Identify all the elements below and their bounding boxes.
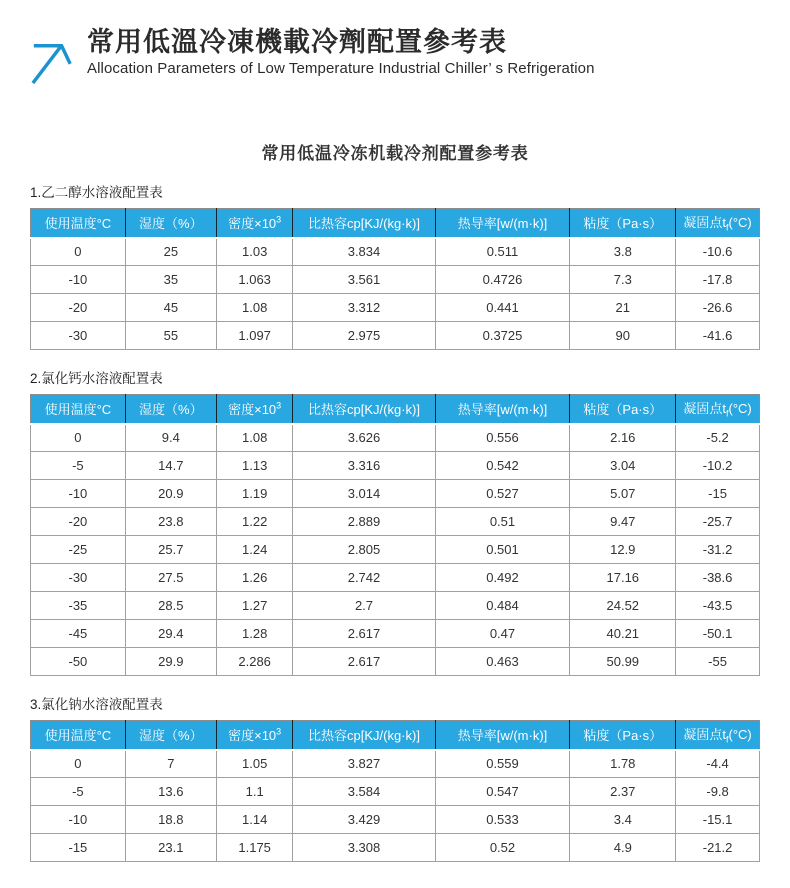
table-row: [31, 564, 760, 592]
table-cell: 14.7: [125, 452, 216, 480]
table-cell: 1.097: [216, 322, 293, 350]
table-cell: -30: [31, 564, 126, 592]
table-cell: 1.063: [216, 266, 293, 294]
table-cell: 2.617: [293, 620, 435, 648]
table-cell: 1.22: [216, 508, 293, 536]
table-cell: 29.9: [125, 648, 216, 676]
table-cell: 3.827: [293, 750, 435, 778]
table-cell: 24.52: [570, 592, 676, 620]
table-row: [31, 778, 760, 806]
table-cell: 0.501: [435, 536, 570, 564]
table-cell: 25.7: [125, 536, 216, 564]
table-cell: 3.04: [570, 452, 676, 480]
table-cell: -10: [31, 480, 126, 508]
table-cell: -5.2: [676, 424, 760, 452]
table-cell: 1.05: [216, 750, 293, 778]
table-cell: 1.28: [216, 620, 293, 648]
table-cell: -31.2: [676, 536, 760, 564]
table-cell: 17.16: [570, 564, 676, 592]
table-cell: -5: [31, 778, 126, 806]
table-cell: 0: [31, 238, 126, 266]
table-cell: 1.14: [216, 806, 293, 834]
column-header: 湿度（%）: [125, 395, 216, 424]
column-header: 使用温度°C: [31, 721, 126, 750]
table-cell: 1.78: [570, 750, 676, 778]
table-cell: 2.617: [293, 648, 435, 676]
table-cell: 90: [570, 322, 676, 350]
column-header: 使用温度°C: [31, 209, 126, 238]
tables-container: [30, 181, 760, 862]
column-header: 粘度（Pa·s）: [570, 721, 676, 750]
table-cell: 3.4: [570, 806, 676, 834]
table-cell: -55: [676, 648, 760, 676]
table-cell: 7.3: [570, 266, 676, 294]
column-header: 热导率[w/(m·k)]: [435, 721, 570, 750]
column-header: 热导率[w/(m·k)]: [435, 209, 570, 238]
table-cell: 3.834: [293, 238, 435, 266]
table-row: [31, 750, 760, 778]
column-header: 比热容cp[KJ/(kg·k)]: [293, 209, 435, 238]
table-cell: -15: [31, 834, 126, 862]
table-cell: 5.07: [570, 480, 676, 508]
table-cell: 23.8: [125, 508, 216, 536]
table-cell: -5: [31, 452, 126, 480]
table-cell: 29.4: [125, 620, 216, 648]
table-cell: 28.5: [125, 592, 216, 620]
table-cell: -45: [31, 620, 126, 648]
data-table: [30, 208, 760, 350]
table-section: [30, 693, 760, 862]
table-cell: -21.2: [676, 834, 760, 862]
document-title: 常用低温冷冻机载冷剂配置参考表: [261, 144, 529, 163]
table-cell: 0.542: [435, 452, 570, 480]
table-row: [31, 452, 760, 480]
table-row: [31, 266, 760, 294]
table-row: [31, 592, 760, 620]
table-row: [31, 294, 760, 322]
column-header: 凝固点$t_f(^\circ C)$: [676, 209, 760, 238]
table-cell: 3.626: [293, 424, 435, 452]
header-row: [31, 209, 760, 238]
brand-text: [87, 26, 595, 77]
table-cell: 1.08: [216, 294, 293, 322]
column-header: 密度$\times 10^3$: [216, 209, 293, 238]
table-cell: 0: [31, 750, 126, 778]
table-cell: 40.21: [570, 620, 676, 648]
table-cell: 2.805: [293, 536, 435, 564]
table-cell: 1.03: [216, 238, 293, 266]
table-cell: 23.1: [125, 834, 216, 862]
table-row: [31, 536, 760, 564]
column-header: 凝固点$t_f(^\circ C)$: [676, 721, 760, 750]
table-cell: 0.533: [435, 806, 570, 834]
table-cell: 0.4726: [435, 266, 570, 294]
column-header: 比热容cp[KJ/(kg·k)]: [293, 721, 435, 750]
table-cell: -4.4: [676, 750, 760, 778]
table-cell: -15: [676, 480, 760, 508]
table-cell: 1.19: [216, 480, 293, 508]
table-row: [31, 480, 760, 508]
table-cell: 3.429: [293, 806, 435, 834]
table-row: [31, 508, 760, 536]
column-header: 比热容cp[KJ/(kg·k)]: [293, 395, 435, 424]
table-caption: 2.氯化钙水溶液配置表: [30, 371, 163, 386]
table-cell: 3.014: [293, 480, 435, 508]
table-cell: -50.1: [676, 620, 760, 648]
table-cell: 45: [125, 294, 216, 322]
column-header: 湿度（%）: [125, 721, 216, 750]
table-cell: 3.308: [293, 834, 435, 862]
table-cell: 0.51: [435, 508, 570, 536]
table-cell: -41.6: [676, 322, 760, 350]
table-cell: -10.6: [676, 238, 760, 266]
table-cell: -10.2: [676, 452, 760, 480]
table-cell: 3.316: [293, 452, 435, 480]
table-cell: -10: [31, 266, 126, 294]
table-cell: 9.47: [570, 508, 676, 536]
table-cell: 0.492: [435, 564, 570, 592]
table-cell: 21: [570, 294, 676, 322]
table-cell: 0.52: [435, 834, 570, 862]
table-cell: 1.1: [216, 778, 293, 806]
table-cell: 2.286: [216, 648, 293, 676]
table-cell: 0.511: [435, 238, 570, 266]
table-cell: 2.889: [293, 508, 435, 536]
table-cell: 0.441: [435, 294, 570, 322]
header-row: [31, 721, 760, 750]
table-cell: -17.8: [676, 266, 760, 294]
table-cell: 35: [125, 266, 216, 294]
table-row: [31, 648, 760, 676]
column-header: 湿度（%）: [125, 209, 216, 238]
table-caption: 3.氯化钠水溶液配置表: [30, 697, 163, 712]
table-cell: 1.08: [216, 424, 293, 452]
brand-subtitle: Allocation Parameters of Low Temperature Industrial Chiller’ s Refrigeration: [87, 60, 595, 78]
table-section: [30, 181, 760, 350]
table-cell: 0: [31, 424, 126, 452]
table-cell: 1.26: [216, 564, 293, 592]
table-row: [31, 834, 760, 862]
table-cell: 12.9: [570, 536, 676, 564]
table-cell: 2.7: [293, 592, 435, 620]
table-cell: -9.8: [676, 778, 760, 806]
column-header: 热导率[w/(m·k)]: [435, 395, 570, 424]
table-row: [31, 322, 760, 350]
table-cell: -20: [31, 294, 126, 322]
table-cell: -15.1: [676, 806, 760, 834]
table-cell: 1.24: [216, 536, 293, 564]
table-cell: -25: [31, 536, 126, 564]
table-cell: -20: [31, 508, 126, 536]
table-cell: 20.9: [125, 480, 216, 508]
table-row: [31, 424, 760, 452]
table-cell: 3.561: [293, 266, 435, 294]
table-cell: 18.8: [125, 806, 216, 834]
table-cell: 25: [125, 238, 216, 266]
table-section: [30, 367, 760, 676]
table-cell: 4.9: [570, 834, 676, 862]
table-cell: 13.6: [125, 778, 216, 806]
table-cell: 3.8: [570, 238, 676, 266]
table-row: [31, 806, 760, 834]
table-cell: 0.3725: [435, 322, 570, 350]
column-header: 密度$\times 10^3$: [216, 721, 293, 750]
table-cell: 0.463: [435, 648, 570, 676]
table-cell: 27.5: [125, 564, 216, 592]
table-cell: 7: [125, 750, 216, 778]
column-header: 使用温度°C: [31, 395, 126, 424]
column-header: 粘度（Pa·s）: [570, 395, 676, 424]
header-row: [31, 395, 760, 424]
table-cell: -38.6: [676, 564, 760, 592]
table-cell: 55: [125, 322, 216, 350]
table-cell: 50.99: [570, 648, 676, 676]
table-cell: 0.527: [435, 480, 570, 508]
table-cell: 0.559: [435, 750, 570, 778]
table-cell: 0.556: [435, 424, 570, 452]
table-cell: 1.27: [216, 592, 293, 620]
brand-header: [30, 26, 760, 92]
table-cell: 0.47: [435, 620, 570, 648]
table-cell: 2.37: [570, 778, 676, 806]
table-caption: 1.乙二醇水溶液配置表: [30, 185, 163, 200]
column-header: 凝固点$t_f(^\circ C)$: [676, 395, 760, 424]
table-row: [31, 620, 760, 648]
table-cell: 2.975: [293, 322, 435, 350]
table-cell: 1.13: [216, 452, 293, 480]
table-cell: -10: [31, 806, 126, 834]
table-cell: 3.312: [293, 294, 435, 322]
table-cell: 3.584: [293, 778, 435, 806]
table-cell: -50: [31, 648, 126, 676]
table-cell: -26.6: [676, 294, 760, 322]
column-header: 密度$\times 10^3$: [216, 395, 293, 424]
data-table: [30, 720, 760, 862]
table-cell: 0.484: [435, 592, 570, 620]
table-cell: -25.7: [676, 508, 760, 536]
table-cell: 9.4: [125, 424, 216, 452]
table-cell: 0.547: [435, 778, 570, 806]
brand-title: 常用低溫冷凍機載冷劑配置參考表: [87, 27, 507, 57]
table-cell: 2.16: [570, 424, 676, 452]
arrow-up-right-icon: [30, 37, 74, 92]
table-cell: 2.742: [293, 564, 435, 592]
table-cell: -35: [31, 592, 126, 620]
data-table: [30, 394, 760, 676]
table-cell: 1.175: [216, 834, 293, 862]
column-header: 粘度（Pa·s）: [570, 209, 676, 238]
table-cell: -30: [31, 322, 126, 350]
table-cell: -43.5: [676, 592, 760, 620]
table-row: [31, 238, 760, 266]
